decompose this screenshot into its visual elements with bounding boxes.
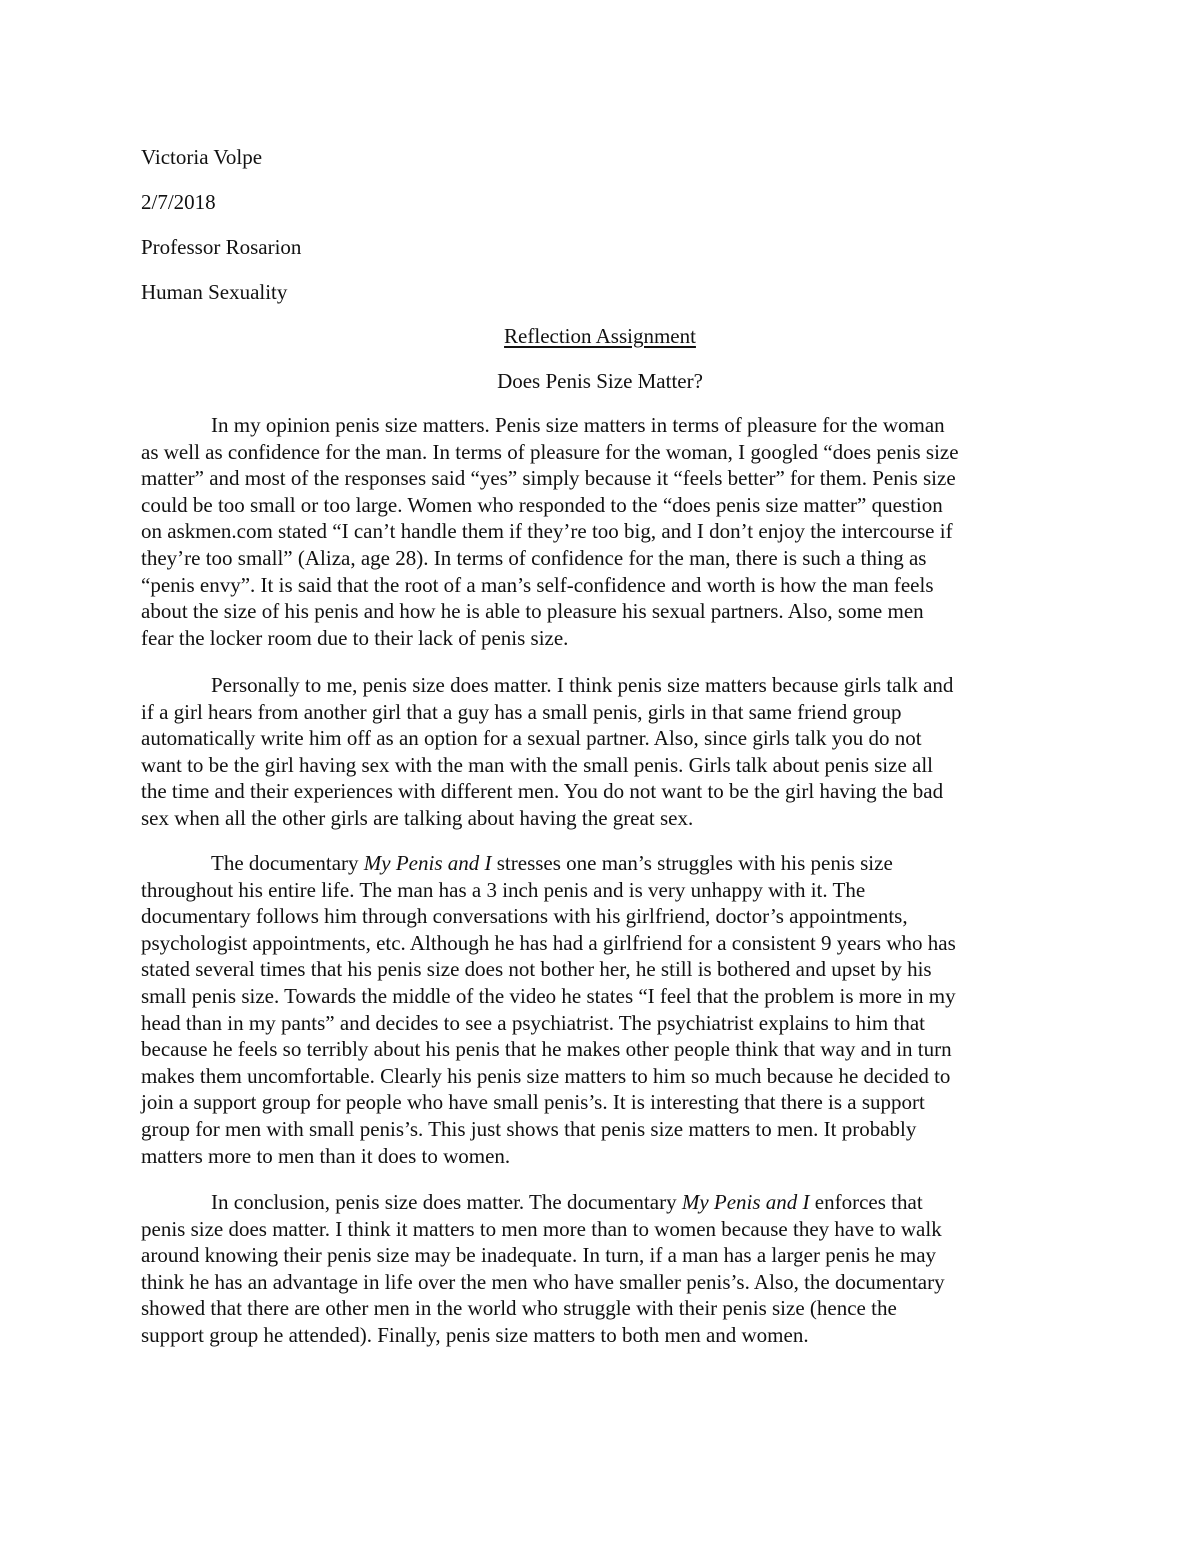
author-name: Victoria Volpe xyxy=(141,145,263,169)
paragraph-line: support group he attended). Finally, penis size matters to both men and women. xyxy=(141,1322,809,1347)
paragraph-line: matter” and most of the responses said “yes” simply because it “feels better” for them. Penis size xyxy=(141,466,956,491)
paragraph-line: if a girl hears from another girl that a guy has a small penis, girls in that same friend group xyxy=(141,699,902,724)
paragraph-line: fear the locker room due to their lack of penis size. xyxy=(141,625,569,650)
paragraph-text: stresses one man’s struggles with his penis size xyxy=(491,851,893,875)
paragraph-line: matters more to men than it does to women. xyxy=(141,1143,511,1168)
paragraph-line: about the size of his penis and how he is able to pleasure his sexual partners. Also, some men xyxy=(141,599,924,624)
paragraph-line: documentary follows him through conversations with his girlfriend, doctor’s appointments, xyxy=(141,904,908,929)
paragraph-line: showed that there are other men in the world who struggle with their penis size (hence the xyxy=(141,1296,897,1321)
paragraph-text: In conclusion, penis size does matter. The documentary xyxy=(211,1190,682,1214)
paragraph-line: because he feels so terribly about his penis that he makes other people think that way and in turn xyxy=(141,1037,952,1062)
paragraph-line: throughout his entire life. The man has a 3 inch penis and is very unhappy with it. The xyxy=(141,877,866,902)
paragraph-line: around knowing their penis size may be inadequate. In turn, if a man has a larger penis he may xyxy=(141,1243,937,1268)
professor-name: Professor Rosarion xyxy=(141,235,302,259)
paragraph-line: on askmen.com stated “I can’t handle them if they’re too big, and I don’t enjoy the intercourse if xyxy=(141,519,953,544)
paragraph-line: head than in my pants” and decides to see a psychiatrist. The psychiatrist explains to him that xyxy=(141,1010,926,1035)
documentary-title: My Penis and I xyxy=(681,1190,810,1214)
paragraph-line: as well as confidence for the man. In terms of pleasure for the woman, I googled “does penis size xyxy=(141,439,959,464)
paragraph-line: the time and their experiences with different men. You do not want to be the girl having the bad xyxy=(141,779,944,804)
paragraph-line: psychologist appointments, etc. Although he has had a girlfriend for a consistent 9 years who has xyxy=(141,930,956,955)
paragraph-line: group for men with small penis’s. This just shows that penis size matters to men. It probably xyxy=(141,1116,917,1141)
paragraph-line: could be too small or too large. Women who responded to the “does penis size matter” question xyxy=(141,492,943,517)
paragraph-line: sex when all the other girls are talking about having the great sex. xyxy=(141,805,694,830)
paragraph-line: stated several times that his penis size does not bother her, he still is bothered and upset by his xyxy=(141,957,932,982)
paragraph-line: penis size does matter. I think it matters to men more than to women because they have to walk xyxy=(141,1216,942,1241)
paragraph-text: The documentary xyxy=(211,851,364,875)
document-subtitle: Does Penis Size Matter? xyxy=(497,369,703,393)
documentary-title: My Penis and I xyxy=(363,851,492,875)
paragraph-line: join a support group for people who have small penis’s. It is interesting that there is a support xyxy=(141,1090,925,1115)
paragraph-line: small penis size. Towards the middle of the video he states “I feel that the problem is more in my xyxy=(141,983,956,1008)
paragraph-3 xyxy=(141,850,1061,1169)
paragraph-line: want to be the girl having sex with the man with the small penis. Girls talk about penis size all xyxy=(141,752,934,777)
paragraph-line: “penis envy”. It is said that the root of a man’s self-confidence and worth is how the man feels xyxy=(141,572,934,597)
paragraph-4 xyxy=(141,1189,1061,1349)
paragraph-line: think he has an advantage in life over the men who have smaller penis’s. Also, the documentary xyxy=(141,1269,945,1294)
course-name: Human Sexuality xyxy=(141,280,288,304)
paragraph-line xyxy=(141,1189,1061,1216)
paragraph-line: makes them uncomfortable. Clearly his penis size matters to him so much because he decided to xyxy=(141,1063,951,1088)
paragraph-1 xyxy=(141,412,1061,651)
assignment-date: 2/7/2018 xyxy=(141,190,216,214)
document-title: Reflection Assignment xyxy=(504,324,696,348)
paragraph-line: Personally to me, penis size does matter. I think penis size matters because girls talk and xyxy=(211,673,954,697)
paragraph-line: they’re too small” (Aliza, age 28). In terms of confidence for the man, there is such a thing as xyxy=(141,545,927,570)
paragraph-line: automatically write him off as an option for a sexual partner. Also, since girls talk you do not xyxy=(141,726,922,751)
title-row xyxy=(0,323,1200,350)
paragraph-2 xyxy=(141,672,1061,832)
paragraph-line xyxy=(141,850,1061,877)
paragraph-line: In my opinion penis size matters. Penis size matters in terms of pleasure for the woman xyxy=(211,413,945,437)
paragraph-text: enforces that xyxy=(809,1190,923,1214)
